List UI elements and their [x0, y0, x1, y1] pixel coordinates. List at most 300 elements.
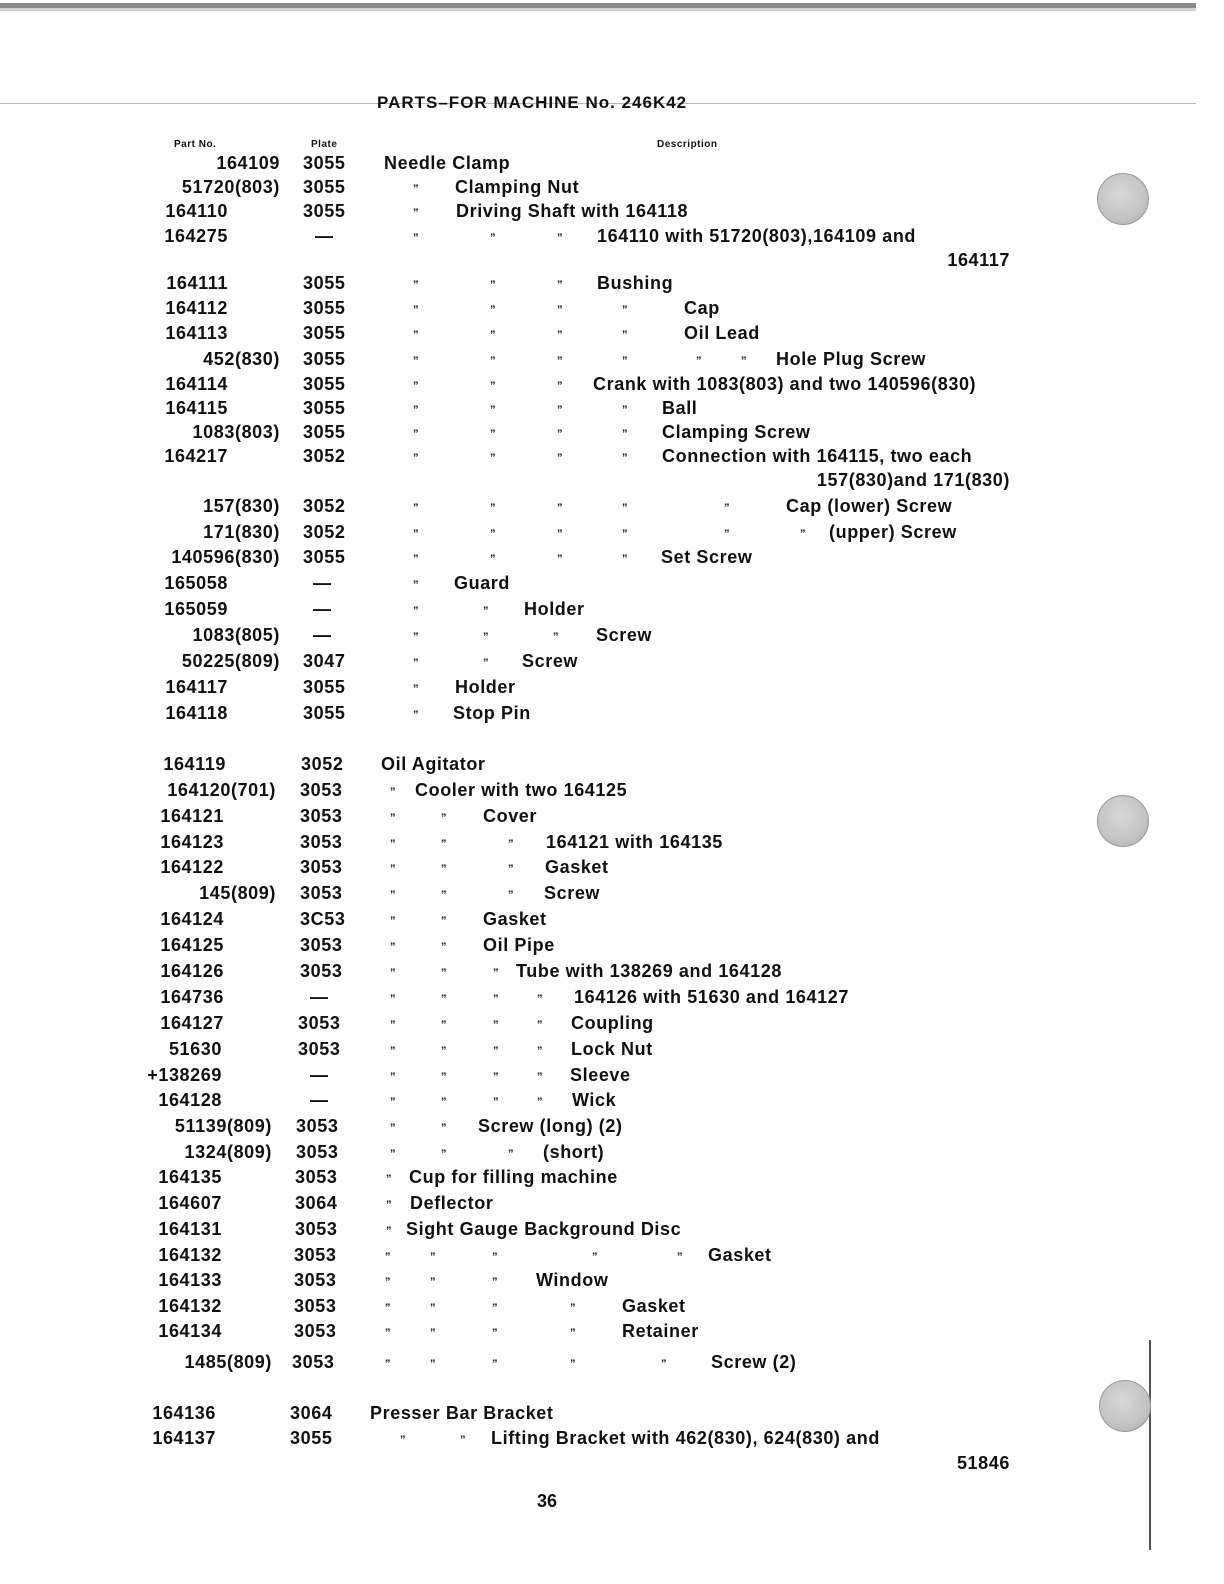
table-row	[0, 298, 1224, 322]
ditto-mark: ”	[441, 993, 448, 1005]
part-number: 164123	[160, 832, 224, 852]
ditto-mark: ”	[390, 1148, 397, 1160]
part-number: 164118	[165, 703, 228, 723]
description-text: Cap (lower) Screw	[786, 496, 953, 516]
ditto-mark: ”	[490, 380, 497, 392]
ditto-mark: ”	[493, 993, 500, 1005]
ditto-mark: ”	[413, 528, 420, 540]
description-text: Set Screw	[661, 547, 753, 567]
table-row	[0, 547, 1224, 571]
plate-number: 3053	[296, 1116, 339, 1136]
table-row	[0, 1403, 1224, 1427]
description-text: Clamping Screw	[662, 422, 811, 442]
plate-number: 3052	[303, 496, 346, 516]
ditto-mark: ”	[493, 1096, 500, 1108]
ditto-mark: ”	[490, 502, 497, 514]
table-row	[0, 1065, 1224, 1089]
plate-number: 3053	[300, 883, 343, 903]
ditto-mark: ”	[413, 232, 420, 244]
part-number: 1083(803)	[192, 422, 280, 442]
plate-number: 3053	[298, 1039, 341, 1059]
table-row	[0, 1193, 1224, 1217]
ditto-mark: ”	[622, 528, 629, 540]
plate-number: 3064	[290, 1403, 333, 1423]
description-text: Driving Shaft with 164118	[456, 201, 689, 221]
description-text: Gasket	[483, 909, 547, 929]
binder-hole-bottom	[1099, 1380, 1151, 1432]
table-row	[0, 1116, 1224, 1140]
part-number: 51630	[168, 1039, 222, 1059]
plate-number: 3052	[303, 522, 346, 542]
description-text: Wick	[572, 1090, 617, 1110]
description-text: Holder	[455, 677, 516, 697]
plate-number: 3053	[300, 832, 343, 852]
ditto-mark: ”	[490, 404, 497, 416]
table-row	[0, 754, 1224, 778]
ditto-mark: ”	[460, 1434, 467, 1446]
description-text: Presser Bar Bracket	[370, 1403, 554, 1423]
description-text: Gasket	[545, 857, 609, 877]
part-number: 164111	[166, 273, 228, 293]
ditto-mark: ”	[557, 355, 564, 367]
ditto-mark: ”	[492, 1276, 499, 1288]
plate-number: 3055	[303, 374, 346, 394]
part-number: 164117	[165, 677, 228, 697]
plate-number: 3047	[303, 651, 346, 671]
description-text: Coupling	[571, 1013, 654, 1033]
top-edge-shadow	[0, 8, 1196, 11]
ditto-mark: ”	[492, 1302, 499, 1314]
plate-number: 3C53	[300, 909, 346, 929]
ditto-mark: ”	[493, 1045, 500, 1057]
ditto-mark: ”	[386, 1173, 393, 1185]
table-row	[0, 857, 1224, 881]
table-row	[0, 1219, 1224, 1243]
description-text: Cap	[684, 298, 720, 318]
plate-number: 3055	[303, 153, 346, 173]
plate-number: 3053	[294, 1270, 337, 1290]
part-number: 50225(809)	[181, 651, 280, 671]
ditto-mark: ”	[492, 1327, 499, 1339]
table-row	[0, 1296, 1224, 1320]
ditto-mark: ”	[385, 1327, 392, 1339]
part-number: 145(809)	[199, 883, 276, 903]
ditto-mark: ”	[390, 838, 397, 850]
ditto-mark: ”	[386, 1199, 393, 1211]
ditto-mark: ”	[622, 502, 629, 514]
ditto-mark: ”	[557, 232, 564, 244]
plate-number: 3055	[303, 323, 346, 343]
ditto-mark: ”	[413, 428, 420, 440]
ditto-mark: ”	[490, 528, 497, 540]
plate-number: —	[310, 1065, 329, 1085]
ditto-mark: ”	[441, 889, 448, 901]
description-text: (short)	[543, 1142, 605, 1162]
plate-number: 3053	[300, 961, 343, 981]
table-row	[0, 961, 1224, 985]
ditto-mark: ”	[537, 1096, 544, 1108]
ditto-mark: ”	[483, 605, 490, 617]
ditto-mark: ”	[490, 304, 497, 316]
ditto-mark: ”	[483, 631, 490, 643]
ditto-mark: ”	[557, 452, 564, 464]
table-row	[0, 935, 1224, 959]
ditto-mark: ”	[441, 838, 448, 850]
plate-number: 3055	[303, 201, 346, 221]
ditto-mark: ”	[385, 1302, 392, 1314]
description-text: Ball	[662, 398, 698, 418]
part-number: 164110	[165, 201, 228, 221]
table-row	[0, 201, 1224, 225]
description-text: Bushing	[597, 273, 674, 293]
part-number: 164607	[158, 1193, 222, 1213]
description-text: Crank with 1083(803) and two 140596(830)	[593, 374, 977, 394]
part-number: 165059	[164, 599, 228, 619]
ditto-mark: ”	[430, 1251, 437, 1263]
plate-number: 3053	[298, 1013, 341, 1033]
table-row	[0, 1013, 1224, 1037]
table-row	[0, 323, 1224, 347]
ditto-mark: ”	[508, 889, 515, 901]
table-row	[0, 1270, 1224, 1294]
ditto-mark: ”	[508, 838, 515, 850]
description-text: Cooler with two 164125	[415, 780, 628, 800]
plate-number: 3053	[295, 1219, 338, 1239]
table-row	[0, 832, 1224, 856]
ditto-mark: ”	[386, 1225, 393, 1237]
ditto-mark: ”	[413, 553, 420, 565]
description-text: 164121 with 164135	[546, 832, 723, 852]
ditto-mark: ”	[441, 1071, 448, 1083]
description-text: Lifting Bracket with 462(830), 624(830) and	[491, 1428, 880, 1448]
plate-number: —	[313, 573, 332, 593]
description-text: Gasket	[708, 1245, 772, 1265]
part-number: 164112	[165, 298, 228, 318]
ditto-mark: ”	[400, 1434, 407, 1446]
part-number: 164119	[163, 754, 226, 774]
description-text: 164126 with 51630 and 164127	[574, 987, 849, 1007]
ditto-mark: ”	[483, 657, 490, 669]
ditto-mark: ”	[390, 1122, 397, 1134]
plate-number: 3064	[295, 1193, 338, 1213]
plate-number: 3055	[303, 547, 346, 567]
description-text: Deflector	[410, 1193, 494, 1213]
table-row	[0, 177, 1224, 201]
table-row	[0, 909, 1224, 933]
part-number: 164132	[158, 1245, 222, 1265]
ditto-mark: ”	[490, 329, 497, 341]
table-row	[0, 522, 1224, 546]
ditto-mark: ”	[570, 1327, 577, 1339]
table-row	[0, 780, 1224, 804]
ditto-mark: ”	[413, 657, 420, 669]
plate-number: 3055	[303, 398, 346, 418]
table-row	[0, 1039, 1224, 1063]
plate-number: 3053	[296, 1142, 339, 1162]
ditto-mark: ”	[390, 993, 397, 1005]
table-row	[0, 987, 1224, 1011]
description-text: 164110 with 51720(803),164109 and	[597, 226, 917, 246]
table-row	[0, 153, 1224, 177]
part-number: 164136	[152, 1403, 216, 1423]
plate-number: 3052	[301, 754, 344, 774]
part-number: 51720(803)	[181, 177, 280, 197]
ditto-mark: ”	[490, 553, 497, 565]
description-text: Hole Plug Screw	[776, 349, 927, 369]
ditto-mark: ”	[622, 304, 629, 316]
table-row	[0, 573, 1224, 597]
table-row	[0, 625, 1224, 649]
part-number: 164128	[158, 1090, 222, 1110]
ditto-mark: ”	[557, 380, 564, 392]
ditto-mark: ”	[493, 1019, 500, 1031]
ditto-mark: ”	[508, 1148, 515, 1160]
ditto-mark: ”	[441, 967, 448, 979]
plate-number: 3055	[303, 422, 346, 442]
table-row	[0, 1321, 1224, 1345]
ditto-mark: ”	[557, 329, 564, 341]
ditto-mark: ”	[441, 812, 448, 824]
part-number: 164113	[165, 323, 228, 343]
plate-number: 3052	[303, 446, 346, 466]
ditto-mark: ”	[441, 1122, 448, 1134]
header-plate: Plate	[311, 139, 338, 150]
part-number: 164114	[165, 374, 228, 394]
plate-number: 3053	[294, 1296, 337, 1316]
ditto-mark: ”	[413, 304, 420, 316]
part-number: 140596(830)	[171, 547, 280, 567]
ditto-mark: ”	[413, 605, 420, 617]
ditto-mark: ”	[390, 915, 397, 927]
ditto-mark: ”	[557, 528, 564, 540]
ditto-mark: ”	[413, 502, 420, 514]
part-number: 164134	[158, 1321, 222, 1341]
description-text: Cover	[483, 806, 538, 826]
description-text: Screw (2)	[711, 1352, 797, 1372]
ditto-mark: ”	[413, 683, 420, 695]
part-number: +138269	[147, 1065, 222, 1085]
part-number: 1485(809)	[184, 1352, 272, 1372]
plate-number: 3053	[300, 806, 343, 826]
ditto-mark: ”	[413, 631, 420, 643]
ditto-mark: ”	[441, 1096, 448, 1108]
table-row	[0, 677, 1224, 701]
plate-number: 3053	[292, 1352, 335, 1372]
plate-number: —	[313, 625, 332, 645]
ditto-mark: ”	[490, 428, 497, 440]
ditto-mark: ”	[390, 1019, 397, 1031]
ditto-mark: ”	[413, 355, 420, 367]
part-number: 164127	[160, 1013, 224, 1033]
description-text: Gasket	[622, 1296, 686, 1316]
description-text: (upper) Screw	[829, 522, 957, 542]
description-continuation: 157(830)and 171(830)	[816, 470, 1010, 490]
table-row	[0, 599, 1224, 623]
description-text: Tube with 138269 and 164128	[516, 961, 782, 981]
ditto-mark: ”	[413, 207, 420, 219]
part-number: 164126	[160, 961, 224, 981]
ditto-mark: ”	[557, 553, 564, 565]
description-text: Needle Clamp	[384, 153, 511, 173]
ditto-mark: ”	[557, 502, 564, 514]
ditto-mark: ”	[441, 1148, 448, 1160]
plate-number: 3053	[300, 857, 343, 877]
part-number: 164115	[165, 398, 228, 418]
description-text: Connection with 164115, two each	[662, 446, 973, 466]
plate-number: 3053	[295, 1167, 338, 1187]
ditto-mark: ”	[557, 279, 564, 291]
table-row	[0, 1428, 1224, 1452]
description-text: Guard	[454, 573, 511, 593]
part-number: 164135	[158, 1167, 222, 1187]
ditto-mark: ”	[390, 786, 397, 798]
description-text: Oil Agitator	[381, 754, 486, 774]
plate-number: 3053	[294, 1245, 337, 1265]
table-row	[0, 1352, 1224, 1376]
plate-number: —	[315, 226, 334, 246]
table-row	[0, 446, 1224, 470]
part-number: 164133	[158, 1270, 222, 1290]
description-text: Oil Pipe	[483, 935, 555, 955]
part-number: 452(830)	[203, 349, 280, 369]
ditto-mark: ”	[390, 1096, 397, 1108]
ditto-mark: ”	[441, 915, 448, 927]
ditto-mark: ”	[430, 1327, 437, 1339]
ditto-mark: ”	[390, 863, 397, 875]
table-row	[0, 349, 1224, 373]
plate-number: 3055	[303, 349, 346, 369]
binder-hole-middle	[1097, 795, 1149, 847]
table-row	[0, 651, 1224, 675]
ditto-mark: ”	[492, 1358, 499, 1370]
ditto-mark: ”	[390, 889, 397, 901]
description-continuation: 164117	[947, 250, 1010, 270]
part-number: 164125	[160, 935, 224, 955]
table-row	[0, 883, 1224, 907]
part-number: 164124	[160, 909, 224, 929]
ditto-mark: ”	[441, 1019, 448, 1031]
part-number: 164120(701)	[167, 780, 276, 800]
ditto-mark: ”	[557, 304, 564, 316]
ditto-mark: ”	[622, 404, 629, 416]
ditto-mark: ”	[537, 1071, 544, 1083]
description-text: Sight Gauge Background Disc	[406, 1219, 682, 1239]
ditto-mark: ”	[537, 993, 544, 1005]
ditto-mark: ”	[570, 1358, 577, 1370]
ditto-mark: ”	[724, 528, 731, 540]
part-number: 164109	[216, 153, 280, 173]
ditto-mark: ”	[537, 1019, 544, 1031]
ditto-mark: ”	[570, 1302, 577, 1314]
ditto-mark: ”	[724, 502, 731, 514]
ditto-mark: ”	[390, 812, 397, 824]
plate-number: —	[310, 1090, 329, 1110]
part-number: 1324(809)	[184, 1142, 272, 1162]
ditto-mark: ”	[441, 941, 448, 953]
table-row	[0, 496, 1224, 520]
description-text: Screw	[522, 651, 579, 671]
ditto-mark: ”	[661, 1358, 668, 1370]
plate-number: 3055	[303, 703, 346, 723]
table-row	[0, 422, 1224, 446]
part-number: 51139(809)	[174, 1116, 272, 1136]
ditto-mark: ”	[413, 709, 420, 721]
description-text: Screw	[544, 883, 601, 903]
ditto-mark: ”	[557, 428, 564, 440]
ditto-mark: ”	[622, 355, 629, 367]
ditto-mark: ”	[557, 404, 564, 416]
description-text: Stop Pin	[453, 703, 531, 723]
ditto-mark: ”	[492, 1251, 499, 1263]
description-text: Lock Nut	[571, 1039, 653, 1059]
ditto-mark: ”	[390, 1071, 397, 1083]
description-text: Retainer	[622, 1321, 699, 1341]
ditto-mark: ”	[490, 279, 497, 291]
plate-number: —	[313, 599, 332, 619]
ditto-mark: ”	[622, 329, 629, 341]
description-text: Cup for filling machine	[409, 1167, 618, 1187]
ditto-mark: ”	[622, 553, 629, 565]
description-text: Clamping Nut	[455, 177, 580, 197]
ditto-mark: ”	[430, 1358, 437, 1370]
page-number: 36	[537, 1491, 558, 1511]
table-row	[0, 1142, 1224, 1166]
ditto-mark: ”	[508, 863, 515, 875]
ditto-mark: ”	[390, 941, 397, 953]
ditto-mark: ”	[622, 452, 629, 464]
ditto-mark: ”	[553, 631, 560, 643]
description-text: Window	[536, 1270, 609, 1290]
ditto-mark: ”	[741, 355, 748, 367]
ditto-mark: ”	[413, 183, 420, 195]
description-text: Holder	[524, 599, 585, 619]
ditto-mark: ”	[490, 452, 497, 464]
description-text: Oil Lead	[684, 323, 760, 343]
plate-number: 3053	[300, 780, 343, 800]
plate-number: 3055	[303, 177, 346, 197]
ditto-mark: ”	[490, 355, 497, 367]
ditto-mark: ”	[537, 1045, 544, 1057]
plate-number: 3055	[303, 273, 346, 293]
table-row	[0, 1090, 1224, 1114]
ditto-mark: ”	[413, 579, 420, 591]
ditto-mark: ”	[390, 1045, 397, 1057]
binder-hole-top	[1097, 173, 1149, 225]
ditto-mark: ”	[677, 1251, 684, 1263]
ditto-mark: ”	[390, 967, 397, 979]
plate-number: 3055	[290, 1428, 333, 1448]
part-number: 164137	[152, 1428, 216, 1448]
part-number: 164275	[164, 226, 228, 246]
plate-number: 3055	[303, 298, 346, 318]
ditto-mark: ”	[430, 1276, 437, 1288]
ditto-mark: ”	[385, 1276, 392, 1288]
header-description: Description	[657, 139, 718, 150]
plate-number: —	[310, 987, 329, 1007]
part-number: 164217	[164, 446, 228, 466]
ditto-mark: ”	[493, 967, 500, 979]
ditto-mark: ”	[490, 232, 497, 244]
page-title: PARTS–FOR MACHINE No. 246K42	[377, 93, 688, 112]
ditto-mark: ”	[441, 863, 448, 875]
ditto-mark: ”	[696, 355, 703, 367]
ditto-mark: ”	[385, 1251, 392, 1263]
part-number: 164736	[160, 987, 224, 1007]
part-number: 171(830)	[203, 522, 280, 542]
ditto-mark: ”	[430, 1302, 437, 1314]
part-number: 164132	[158, 1296, 222, 1316]
table-row	[0, 703, 1224, 727]
